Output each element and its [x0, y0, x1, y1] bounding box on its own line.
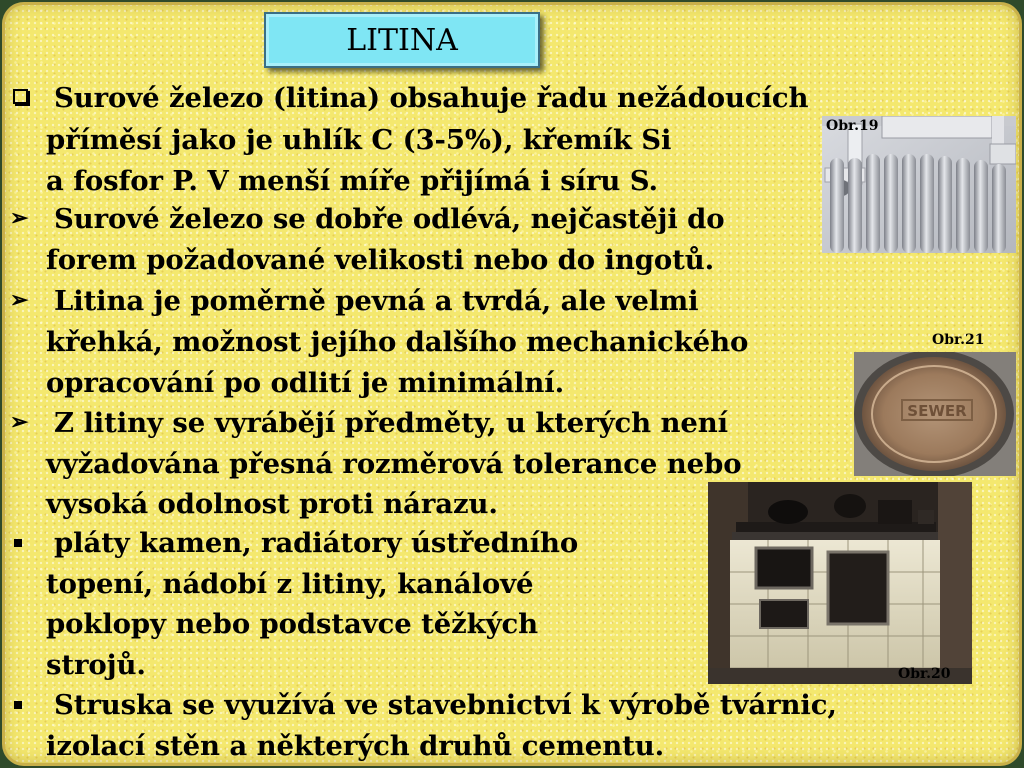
- manhole-illustration: [854, 352, 1016, 476]
- text-line-15: strojů.: [46, 649, 146, 681]
- text-line-8: opracování po odlití je minimální.: [46, 367, 565, 399]
- text-line-1: Surové železo (litina) obsahuje řadu nežádoucích: [54, 82, 809, 114]
- slide-title: [264, 12, 540, 68]
- arrow-bullet-icon: ➢: [10, 409, 29, 435]
- slide-title-text: LITINA: [346, 22, 458, 58]
- radiator-image: [822, 116, 1016, 253]
- manhole-image: [854, 352, 1016, 476]
- text-line-12: pláty kamen, radiátory ústředního: [54, 527, 579, 559]
- text-line-6: Litina je poměrně pevná a tvrdá, ale velmi: [54, 285, 699, 317]
- slide: [2, 2, 1022, 766]
- text-line-9: Z litiny se vyrábějí předměty, u kterých není: [54, 407, 729, 439]
- text-line-14: poklopy nebo podstavce těžkých: [46, 608, 539, 640]
- arrow-bullet-icon: ➢: [10, 205, 29, 231]
- text-line-2: příměsí jako je uhlík C (3-5%), křemík Si: [46, 124, 672, 156]
- square-bullet-icon: [14, 539, 22, 547]
- text-line-3: a fosfor P. V menší míře přijímá i síru S.: [46, 165, 658, 197]
- text-line-13: topení, nádobí z litiny, kanálové: [46, 568, 534, 600]
- stove-illustration: [708, 482, 972, 684]
- manhole-lid-text: SEWER: [907, 402, 967, 420]
- text-line-11: vysoká odolnost proti nárazu.: [46, 488, 498, 520]
- text-line-17: izolací stěn a některých druhů cementu.: [46, 730, 665, 762]
- text-line-4: Surové železo se dobře odlévá, nejčastěji do: [54, 203, 725, 235]
- square-bullet-icon: [14, 701, 22, 709]
- text-line-5: forem požadované velikosti nebo do ingotů.: [46, 244, 715, 276]
- arrow-bullet-icon: ➢: [10, 287, 29, 313]
- text-line-7: křehká, možnost jejího dalšího mechanického: [46, 326, 749, 358]
- stove-caption: Obr.20: [898, 666, 951, 682]
- box-bullet-icon: [13, 89, 28, 104]
- text-line-16: Struska se využívá ve stavebnictví k výrobě tvárnic,: [54, 689, 837, 721]
- radiator-caption: Obr.19: [826, 118, 879, 134]
- stove-image: [708, 482, 972, 684]
- text-line-10: vyžadována přesná rozměrová tolerance nebo: [46, 448, 742, 480]
- radiator-illustration: [822, 116, 1016, 253]
- manhole-caption: Obr.21: [932, 332, 985, 348]
